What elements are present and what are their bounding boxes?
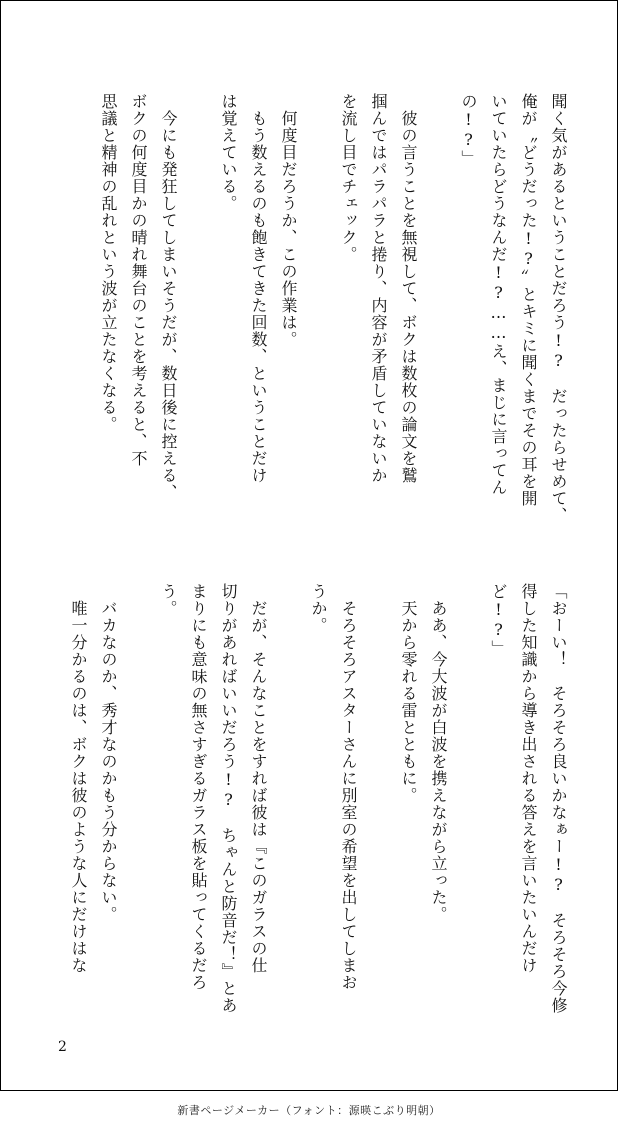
text-line: を流し目でチェック。 [339,93,358,263]
text-line: 「おーい！ そろそろ良いかなぁー!? そろそろ今修 [549,583,568,1014]
text-block-top [93,93,573,533]
text-line: う。 [159,583,178,617]
text-line: バカなのか、秀才なのかもう分からない。 [99,583,118,923]
text-line: まりにも意味の無さすぎるガラス板を貼ってくるだろ [189,583,208,991]
text-line: 聞く気があるということだろう!? だったらせめて、 [549,93,568,524]
text-line: の!?」 [459,93,478,167]
text-line [453,583,483,1023]
text-line: うか。 [309,583,328,634]
text-line: 俺が〝どうだった!?〟とキミに聞くまでその耳を開 [519,93,538,507]
text-line: 今にも発狂してしまいそうだが、数日後に控える、 [159,93,178,501]
text-line: ボクの何度目かの晴れ舞台のことを考えると、不 [129,93,148,467]
text-line [363,583,393,1023]
page-number: 2 [58,1039,67,1055]
text-line: ああ、今大波が白波を携えながら立った。 [429,583,448,923]
text-line: 唯一分かるのは、ボクは彼のような人にだけはな [69,583,88,974]
text-line: 切りがあればいいだろう!? ちゃんと防音だ！』とあ [219,583,238,1014]
text-line [183,93,213,533]
text-line [303,93,333,533]
text-line: そろそろアスターさんに別室の希望を出してしまお [339,583,358,991]
text-line [423,93,453,533]
text-line [273,583,303,1023]
text-line: 何度目だろうか、この作業は。 [279,93,298,348]
text-line: 天から零れる雷とともに。 [399,583,418,804]
text-line: いていたらどうなんだ!?……え、まじに言ってん [489,93,508,496]
text-line: 思議と精神の乱れという波が立たなくなる。 [99,93,118,433]
text-line: 彼の言うことを無視して、ボクは数枚の論文を鷲 [399,93,418,484]
text-line: だが、そんなことをすれば彼は『このガラスの仕 [249,583,268,974]
text-line [123,583,153,1023]
text-line: ど!?」 [489,583,508,657]
text-line: 得した知識から導き出される答えを言いたいんだけ [519,583,538,974]
text-line: 掴んではパラパラと捲り、内容が矛盾していないか [369,93,388,484]
text-line: は覚えている。 [219,93,238,212]
text-block-bottom [63,583,573,1023]
text-line: もう数えるのも飽きてきた回数、ということだけ [249,93,268,484]
footer-caption: 新書ページメーカー（フォント：源暎こぶり明朝） [177,1104,441,1117]
